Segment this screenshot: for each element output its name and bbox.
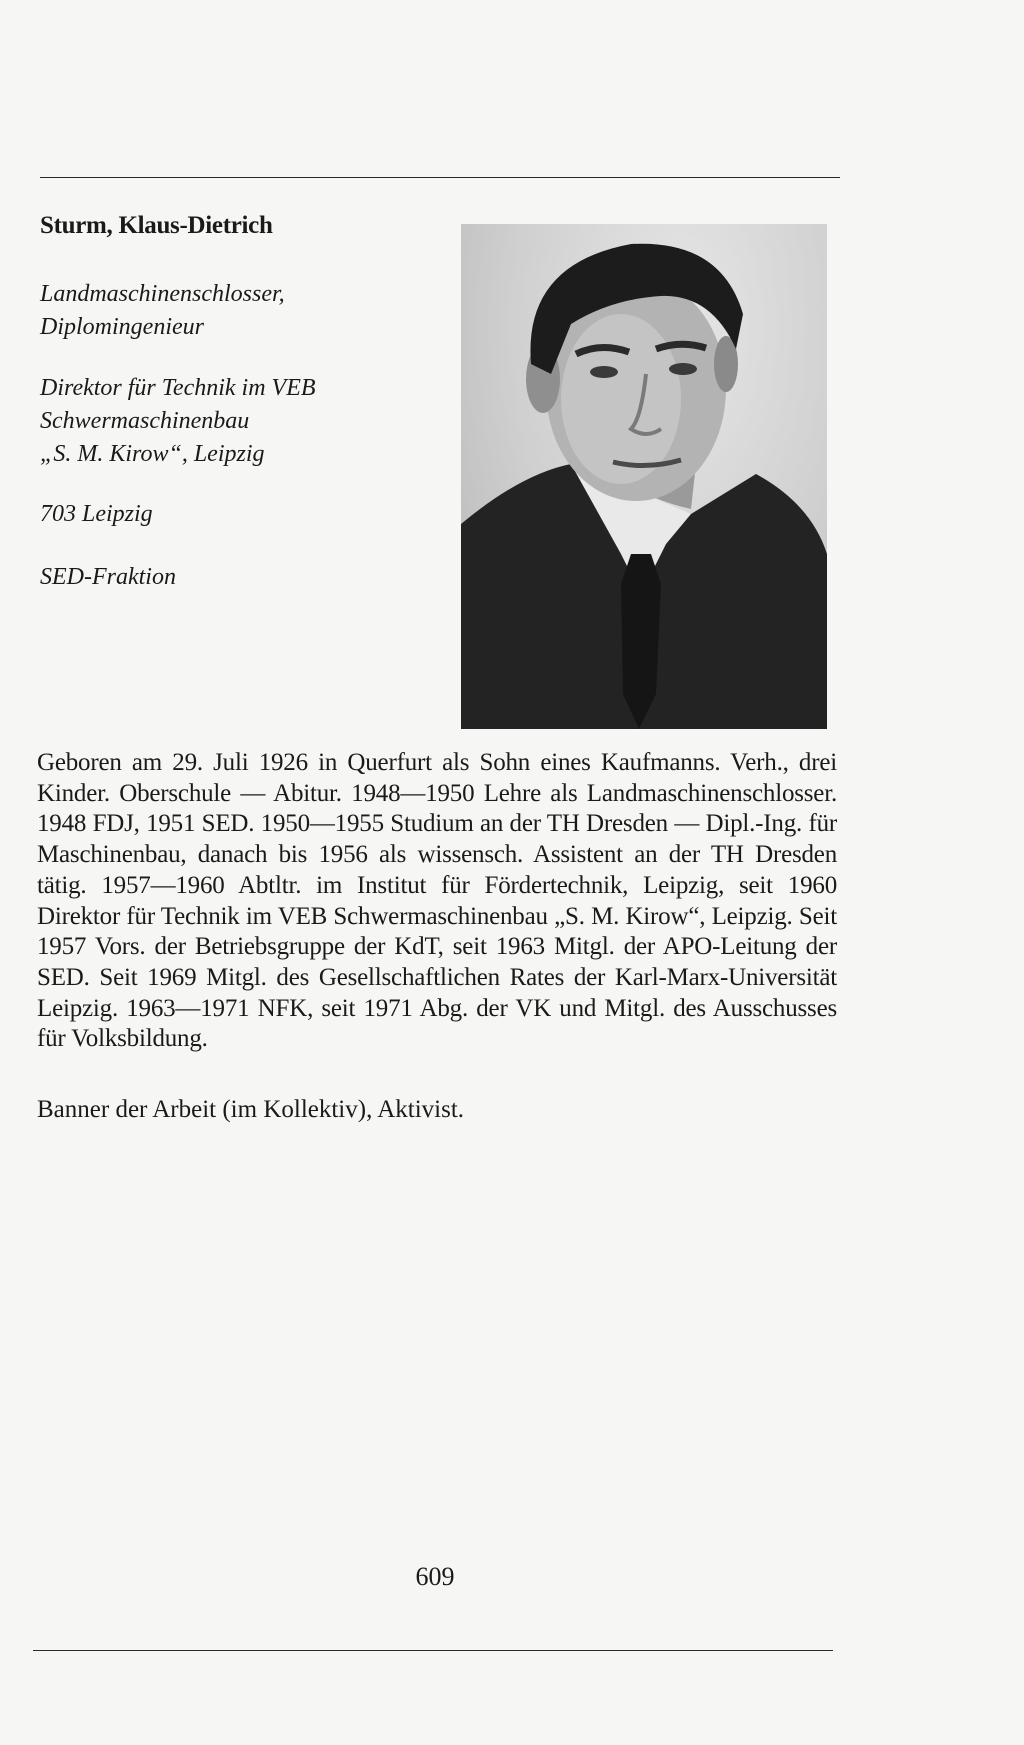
biography	[37, 748, 837, 1055]
address: 703 Leipzig	[40, 501, 153, 527]
awards: Banner der Arbeit (im Kollektiv), Aktivist.	[37, 1096, 465, 1123]
position-line: Direktor für Technik im VEB	[40, 375, 316, 401]
position-line: Schwermaschinenbau	[40, 408, 250, 434]
position-block	[40, 372, 316, 471]
occupation-block	[40, 278, 285, 344]
bottom-divider	[33, 1650, 833, 1651]
parliamentary-fraction: SED-Fraktion	[40, 564, 176, 590]
position-line: „S. M. Kirow“, Leipzig	[40, 441, 265, 467]
occupation-line: Landmaschinenschlosser,	[40, 281, 285, 307]
entry-name: Sturm, Klaus-Dietrich	[40, 212, 273, 239]
portrait-photo-icon	[461, 224, 827, 729]
biography-text: Geboren am 29. Juli 1926 in Querfurt als Sohn eines Kaufmanns. Verh., drei Kinder. Oberschule — Abitur. 1948—1950 Lehre als Landmaschinenschlosser. 1948 FDJ, 1951 SED. 1950—1955 Studium an der TH Dresden — Dipl.-Ing. für Maschinenbau, danach bis 1956 als wissensch. Assistent an der TH Dresden tätig. 1957—1960 Abtltr. im Institut für Fördertechnik, Leipzig, seit 1960 Direktor für Technik im VEB Schwermaschinenbau „S. M. Kirow“, Leipzig. Seit 1957 Vors. der Betriebsgruppe der KdT, seit 1963 Mitgl. der APO-Leitung der SED. Seit 1969 Mitgl. des Gesellschaftlichen Rates der Karl-Marx-Universität Leipzig. 1963—1971 NFK, seit 1971 Abg. der VK und Mitgl. des Ausschusses für Volksbildung.	[37, 749, 837, 1053]
top-divider	[40, 177, 840, 178]
portrait-photo	[461, 224, 827, 729]
page-number: 609	[415, 1562, 455, 1591]
occupation-line: Diplomingenieur	[40, 314, 204, 340]
